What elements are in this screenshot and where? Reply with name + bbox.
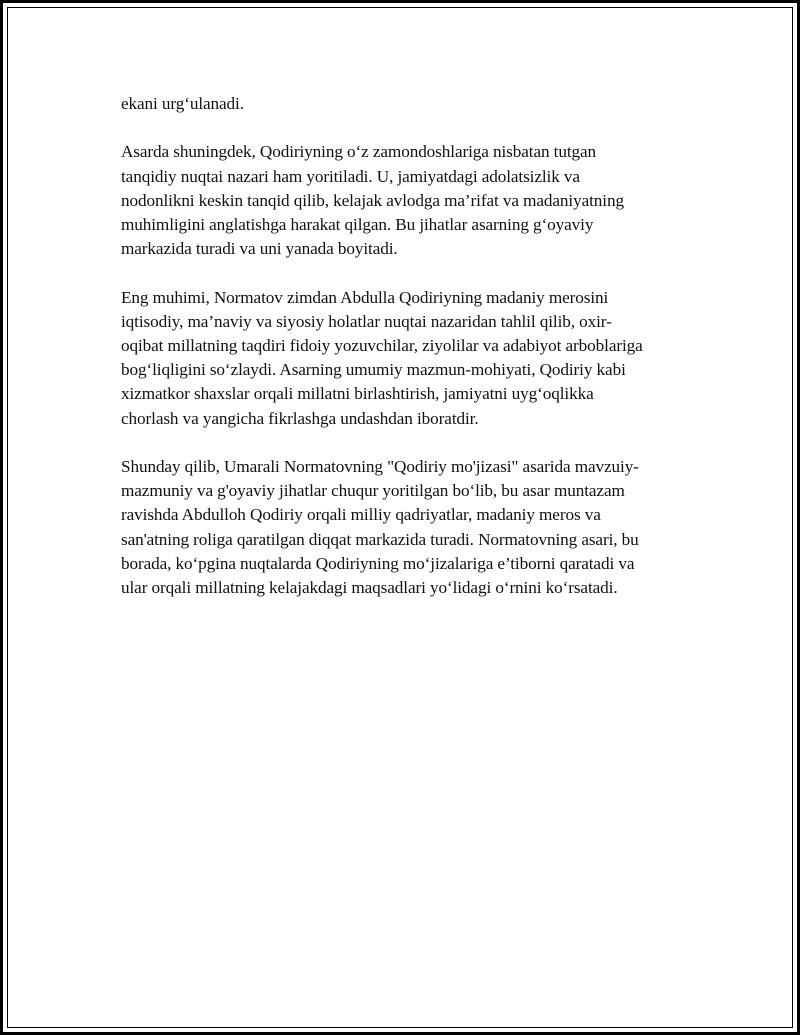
- paragraph-1: [121, 92, 701, 116]
- text-line: ular orqali millatning kelajakdagi maqsadlari yo‘lidagi o‘rnini ko‘rsatadi.: [121, 578, 618, 598]
- paragraph-4: [121, 455, 701, 600]
- text-line: Shunday qilib, Umarali Normatovning "Qodiriy mo'jizasi" asarida mavzuiy-: [121, 457, 639, 476]
- text-line: nodonlikni keskin tanqid qilib, kelajak avlodga ma’rifat va madaniyatning: [121, 190, 624, 210]
- text-line: chorlash va yangicha fikrlashga undashdan iboratdir.: [121, 408, 479, 428]
- text-line: xizmatkor shaxslar orqali millatni birlashtirish, jamiyatni uyg‘oqlikka: [121, 384, 594, 404]
- text-line: iqtisodiy, ma’naviy va siyosiy holatlar nuqtai nazaridan tahlil qilib, oxir-: [121, 311, 612, 331]
- text-line: ekani urg‘ulanadi.: [121, 94, 244, 113]
- text-line: muhimligini anglatishga harakat qilgan. Bu jihatlar asarning g‘oyaviy: [121, 215, 594, 234]
- text-line: oqibat millatning taqdiri fidoiy yozuvchilar, ziyolilar va adabiyot arboblariga: [121, 336, 643, 355]
- text-line: borada, ko‘pgina nuqtalarda Qodiriyning mo‘jizalariga e’tiborni qaratadi va: [121, 553, 635, 573]
- text-line: Eng muhimi, Normatov zimdan Abdulla Qodiriyning madaniy merosini: [121, 287, 609, 307]
- paragraph-2: [121, 140, 701, 261]
- text-line: tanqidiy nuqtai nazari ham yoritiladi. U, jamiyatdagi adolatsizlik va: [121, 166, 580, 186]
- text-line: mazmuniy va g'oyaviy jihatlar chuqur yoritilgan bo‘lib, bu asar muntazam: [121, 481, 625, 501]
- text-line: bog‘liqligini so‘zlaydi. Asarning umumiy mazmun-mohiyati, Qodiriy kabi: [121, 360, 626, 380]
- text-line: ravishda Abdulloh Qodiriy orqali milliy qadriyatlar, madaniy meros va: [121, 505, 601, 525]
- paragraph-3: [121, 286, 701, 431]
- text-line: Asarda shuningdek, Qodiriyning o‘z zamondoshlariga nisbatan tutgan: [121, 142, 597, 162]
- document-body: [121, 92, 701, 624]
- text-line: san'atning roliga qaratilgan diqqat markazida turadi. Normatovning asari, bu: [121, 529, 639, 549]
- text-line: markazida turadi va uni yanada boyitadi.: [121, 239, 398, 259]
